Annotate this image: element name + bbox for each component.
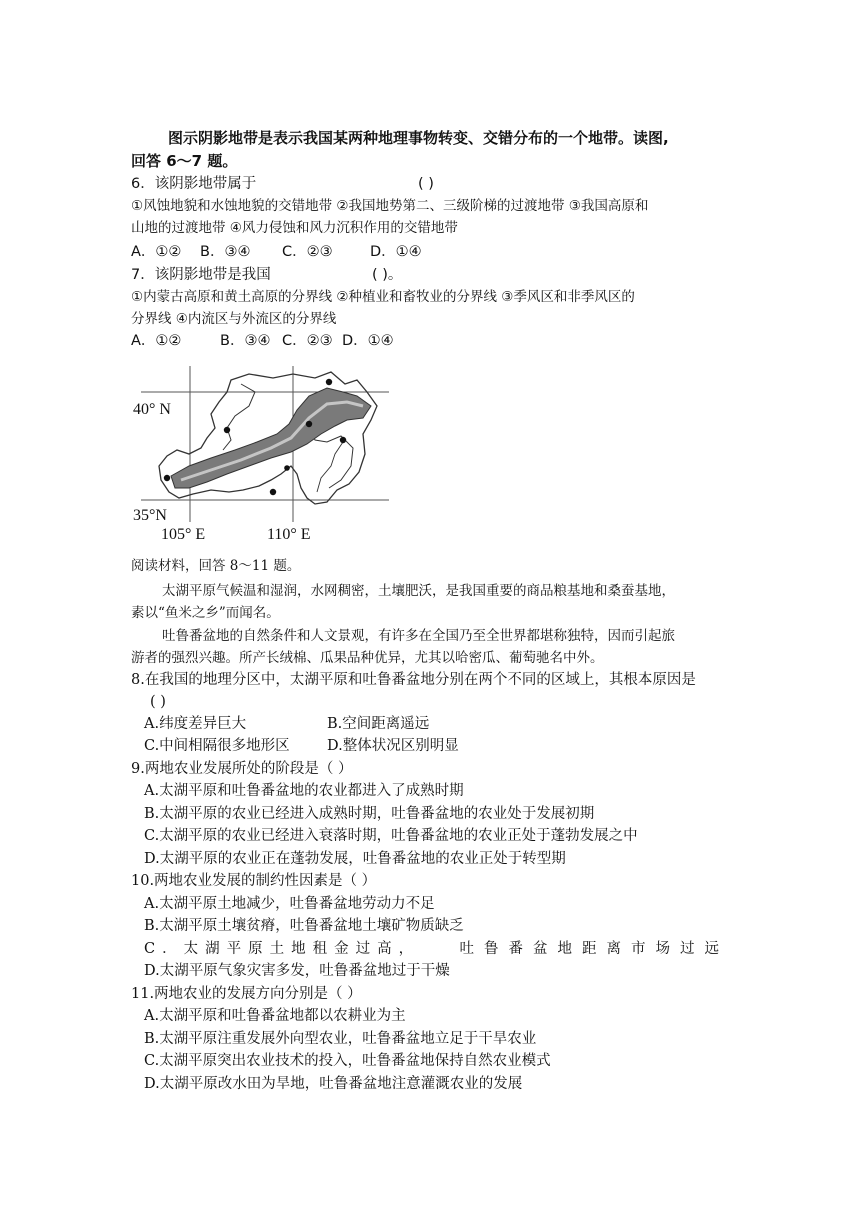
- q7-options-line-1: ①内蒙古高原和黄土高原的分界线 ②种植业和畜牧业的分界线 ③季风区和非季风区的: [131, 289, 635, 305]
- q7-choice-b: B．③④: [220, 333, 271, 349]
- q11-option-d: D.太湖平原改水田为旱地，吐鲁番盆地注意灌溉农业的发展: [144, 1076, 523, 1092]
- q11-stem: 11.两地农业的发展方向分别是（ ）: [131, 986, 362, 1002]
- reading-prompt: 阅读材料，回答 8～11 题。: [131, 558, 301, 574]
- q10-option-b: B.太湖平原土壤贫瘠，吐鲁番盆地土壤矿物质缺乏: [144, 918, 464, 934]
- q6-choice-b: B．③④: [200, 244, 251, 260]
- reading-p2-line-2: 游者的强烈兴趣。所产长绒棉、瓜果品种优异，尤其以哈密瓜、葡萄驰名中外。: [131, 650, 604, 666]
- q9-option-d: D.太湖平原的农业正在蓬勃发展，吐鲁番盆地的农业正处于转型期: [144, 851, 566, 867]
- city-dot: [340, 437, 346, 443]
- label-105e: 105° E: [161, 526, 206, 542]
- q10-option-c-right: 吐鲁番盆地距离市场过远: [459, 941, 729, 957]
- city-dot: [284, 465, 290, 471]
- q6-options-line-1: ①风蚀地貌和水蚀地貌的交错地带 ②我国地势第二、三级阶梯的过渡地带 ③我国高原和: [131, 198, 649, 214]
- q11-option-c: C.太湖平原突出农业技术的投入，吐鲁番盆地保持自然农业模式: [144, 1053, 551, 1069]
- city-dot: [326, 379, 332, 385]
- q6-choice-d: D．①④: [370, 244, 422, 260]
- q7-stem: 7．该阴影地带是我国: [131, 267, 271, 283]
- q8-option-d: D.整体状况区别明显: [327, 738, 459, 754]
- q7-choice-c: C．②③: [282, 333, 333, 349]
- q8-stem: 8.在我国的地理分区中，太湖平原和吐鲁番盆地分别在两个不同的区域上，其根本原因是: [131, 672, 696, 688]
- q7-options-line-2: 分界线 ④内流区与外流区的分界线: [131, 311, 337, 327]
- q10-option-c: [144, 939, 729, 959]
- city-dot: [164, 475, 170, 481]
- q8-option-a: A.纬度差异巨大: [144, 716, 247, 732]
- q11-option-a: A.太湖平原和吐鲁番盆地都以农耕业为主: [144, 1008, 406, 1024]
- city-dot: [224, 427, 230, 433]
- label-35n: 35°N: [133, 507, 167, 524]
- q11-option-b: B.太湖平原注重发展外向型农业，吐鲁番盆地立足于干旱农业: [144, 1031, 537, 1047]
- q10-option-c-left: C．太湖平原土地租金过高，: [144, 941, 421, 957]
- q9-stem: 9.两地农业发展所处的阶段是（ ）: [131, 761, 353, 777]
- q6-choice-a: A．①②: [131, 244, 182, 260]
- q9-option-a: A.太湖平原和吐鲁番盆地的农业都进入了成熟时期: [144, 783, 464, 799]
- q10-option-a: A.太湖平原土地减少，吐鲁番盆地劳动力不足: [144, 896, 435, 912]
- q8-blank: ( ): [150, 694, 166, 710]
- q7-choice-a: A．①②: [131, 333, 182, 349]
- q6-stem: 6．该阴影地带属于: [131, 176, 257, 192]
- reading-p2-line-1: 吐鲁番盆地的自然条件和人文景观，有许多在全国乃至全世界都堪称独特，因而引起旅: [162, 628, 675, 644]
- loess-map-figure: [131, 362, 391, 542]
- q9-option-b: B.太湖平原的农业已经进入成熟时期，吐鲁番盆地的农业处于发展初期: [144, 806, 595, 822]
- q6-options-line-2: 山地的过渡地带 ④风力侵蚀和风力沉积作用的交错地带: [131, 220, 458, 236]
- inner-boundary-1: [223, 384, 255, 450]
- intro-line-1: 图示阴影地带是表示我国某两种地理事物转变、交错分布的一个地带。读图,: [168, 129, 669, 147]
- q8-option-b: B.空间距离遥远: [327, 716, 430, 732]
- city-dot: [270, 489, 276, 495]
- q7-choice-d: D．①④: [342, 333, 394, 349]
- city-dot: [306, 421, 312, 427]
- reading-p1-line-1: 太湖平原气候温和湿润，水网稠密，土壤肥沃，是我国重要的商品粮基地和桑蚕基地，: [162, 583, 675, 599]
- label-40n: 40° N: [133, 401, 171, 418]
- q6-blank: ( ): [418, 176, 434, 192]
- label-110e: 110° E: [267, 526, 311, 542]
- river: [317, 442, 343, 492]
- reading-p1-line-2: 素以“鱼米之乡”而闻名。: [131, 605, 280, 621]
- q9-option-c: C.太湖平原的农业已经进入衰落时期，吐鲁番盆地的农业正处于蓬勃发展之中: [144, 828, 638, 844]
- q10-option-d: D.太湖平原气象灾害多发，吐鲁番盆地过于干燥: [144, 963, 450, 979]
- q7-blank: ( )。: [372, 267, 403, 283]
- q6-choice-c: C．②③: [282, 244, 333, 260]
- q10-stem: 10.两地农业发展的制约性因素是（ ）: [131, 873, 377, 889]
- intro-line-2: 回答 6～7 题。: [131, 152, 238, 170]
- q8-option-c: C.中间相隔很多地形区: [144, 738, 290, 754]
